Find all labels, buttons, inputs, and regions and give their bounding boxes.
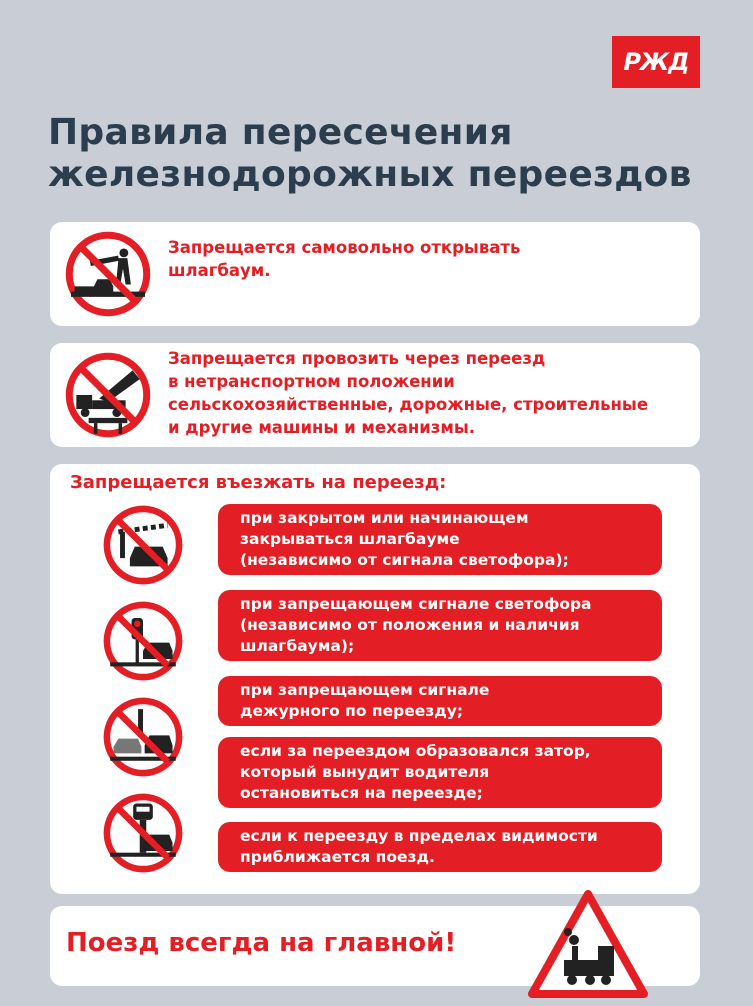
- rule2-line-2: в нетранспортном положении: [168, 372, 455, 391]
- rule3-item-1-line-2: закрываться шлагбауме: [240, 530, 460, 548]
- rule2-line-3: сельскохозяйственные, дорожные, строительные: [168, 395, 649, 414]
- rule3-item-4-line-1: если за переездом образовался затор,: [240, 742, 591, 760]
- prohibition-jam-icon: [102, 696, 184, 778]
- prohibition-traffic-light-icon: [102, 600, 184, 682]
- rule-card-barrier: [50, 222, 700, 326]
- rule-card-entry: [50, 464, 700, 894]
- rule3-item-5-line-2: приближается поезд.: [240, 848, 435, 866]
- rule1-line-1: Запрещается самовольно открывать: [168, 238, 521, 257]
- rule3-item-5-line-1: если к переезду в пределах видимости: [240, 827, 598, 845]
- title-line-1: Правила пересечения: [48, 112, 513, 153]
- title-line-2: железнодорожных переездов: [48, 154, 692, 195]
- footer-slogan: Поезд всегда на главной!: [66, 928, 457, 958]
- rule3-item-2-line-1: при запрещающем сигнале светофора: [240, 595, 592, 613]
- rule1-text: [168, 236, 520, 282]
- rzd-logo-text: РЖД: [623, 48, 689, 76]
- rule3-item-3-line-2: дежурного по переезду;: [240, 702, 464, 720]
- rule3-item-4-line-3: остановиться на переезде;: [240, 784, 483, 802]
- rule2-line-1: Запрещается провозить через переезд: [168, 349, 546, 368]
- rule3-item-3-line-1: при запрещающем сигнале: [240, 681, 490, 699]
- rule3-item-4: [218, 737, 662, 808]
- rule3-item-1: [218, 504, 662, 575]
- rzd-logo: [612, 36, 700, 88]
- rule3-item-3: [218, 676, 662, 726]
- prohibition-barrier-icon: [64, 230, 152, 318]
- prohibition-closed-barrier-icon: [102, 504, 184, 586]
- rule3-item-1-line-1: при закрытом или начинающем: [240, 509, 529, 527]
- rule2-line-4: и другие машины и механизмы.: [168, 418, 476, 437]
- rule3-item-4-line-2: который вынудит водителя: [240, 763, 490, 781]
- page-title: [48, 112, 708, 196]
- rule3-item-2-line-3: шлагбаума);: [240, 637, 355, 655]
- rule3-item-2: [218, 590, 662, 661]
- rule1-line-2: шлагбаум.: [168, 261, 271, 280]
- rule3-item-5: [218, 822, 662, 872]
- train-warning-sign-icon: [528, 890, 648, 998]
- prohibition-truck-icon: [64, 351, 152, 439]
- rule3-item-1-line-3: (независимо от сигнала светофора);: [240, 551, 569, 569]
- rule-card-machinery: [50, 343, 700, 447]
- rule3-item-2-line-2: (независимо от положения и наличия: [240, 616, 580, 634]
- rule3-heading: Запрещается въезжать на переезд:: [70, 472, 447, 493]
- rule2-text: [168, 347, 648, 439]
- prohibition-train-icon: [102, 792, 184, 874]
